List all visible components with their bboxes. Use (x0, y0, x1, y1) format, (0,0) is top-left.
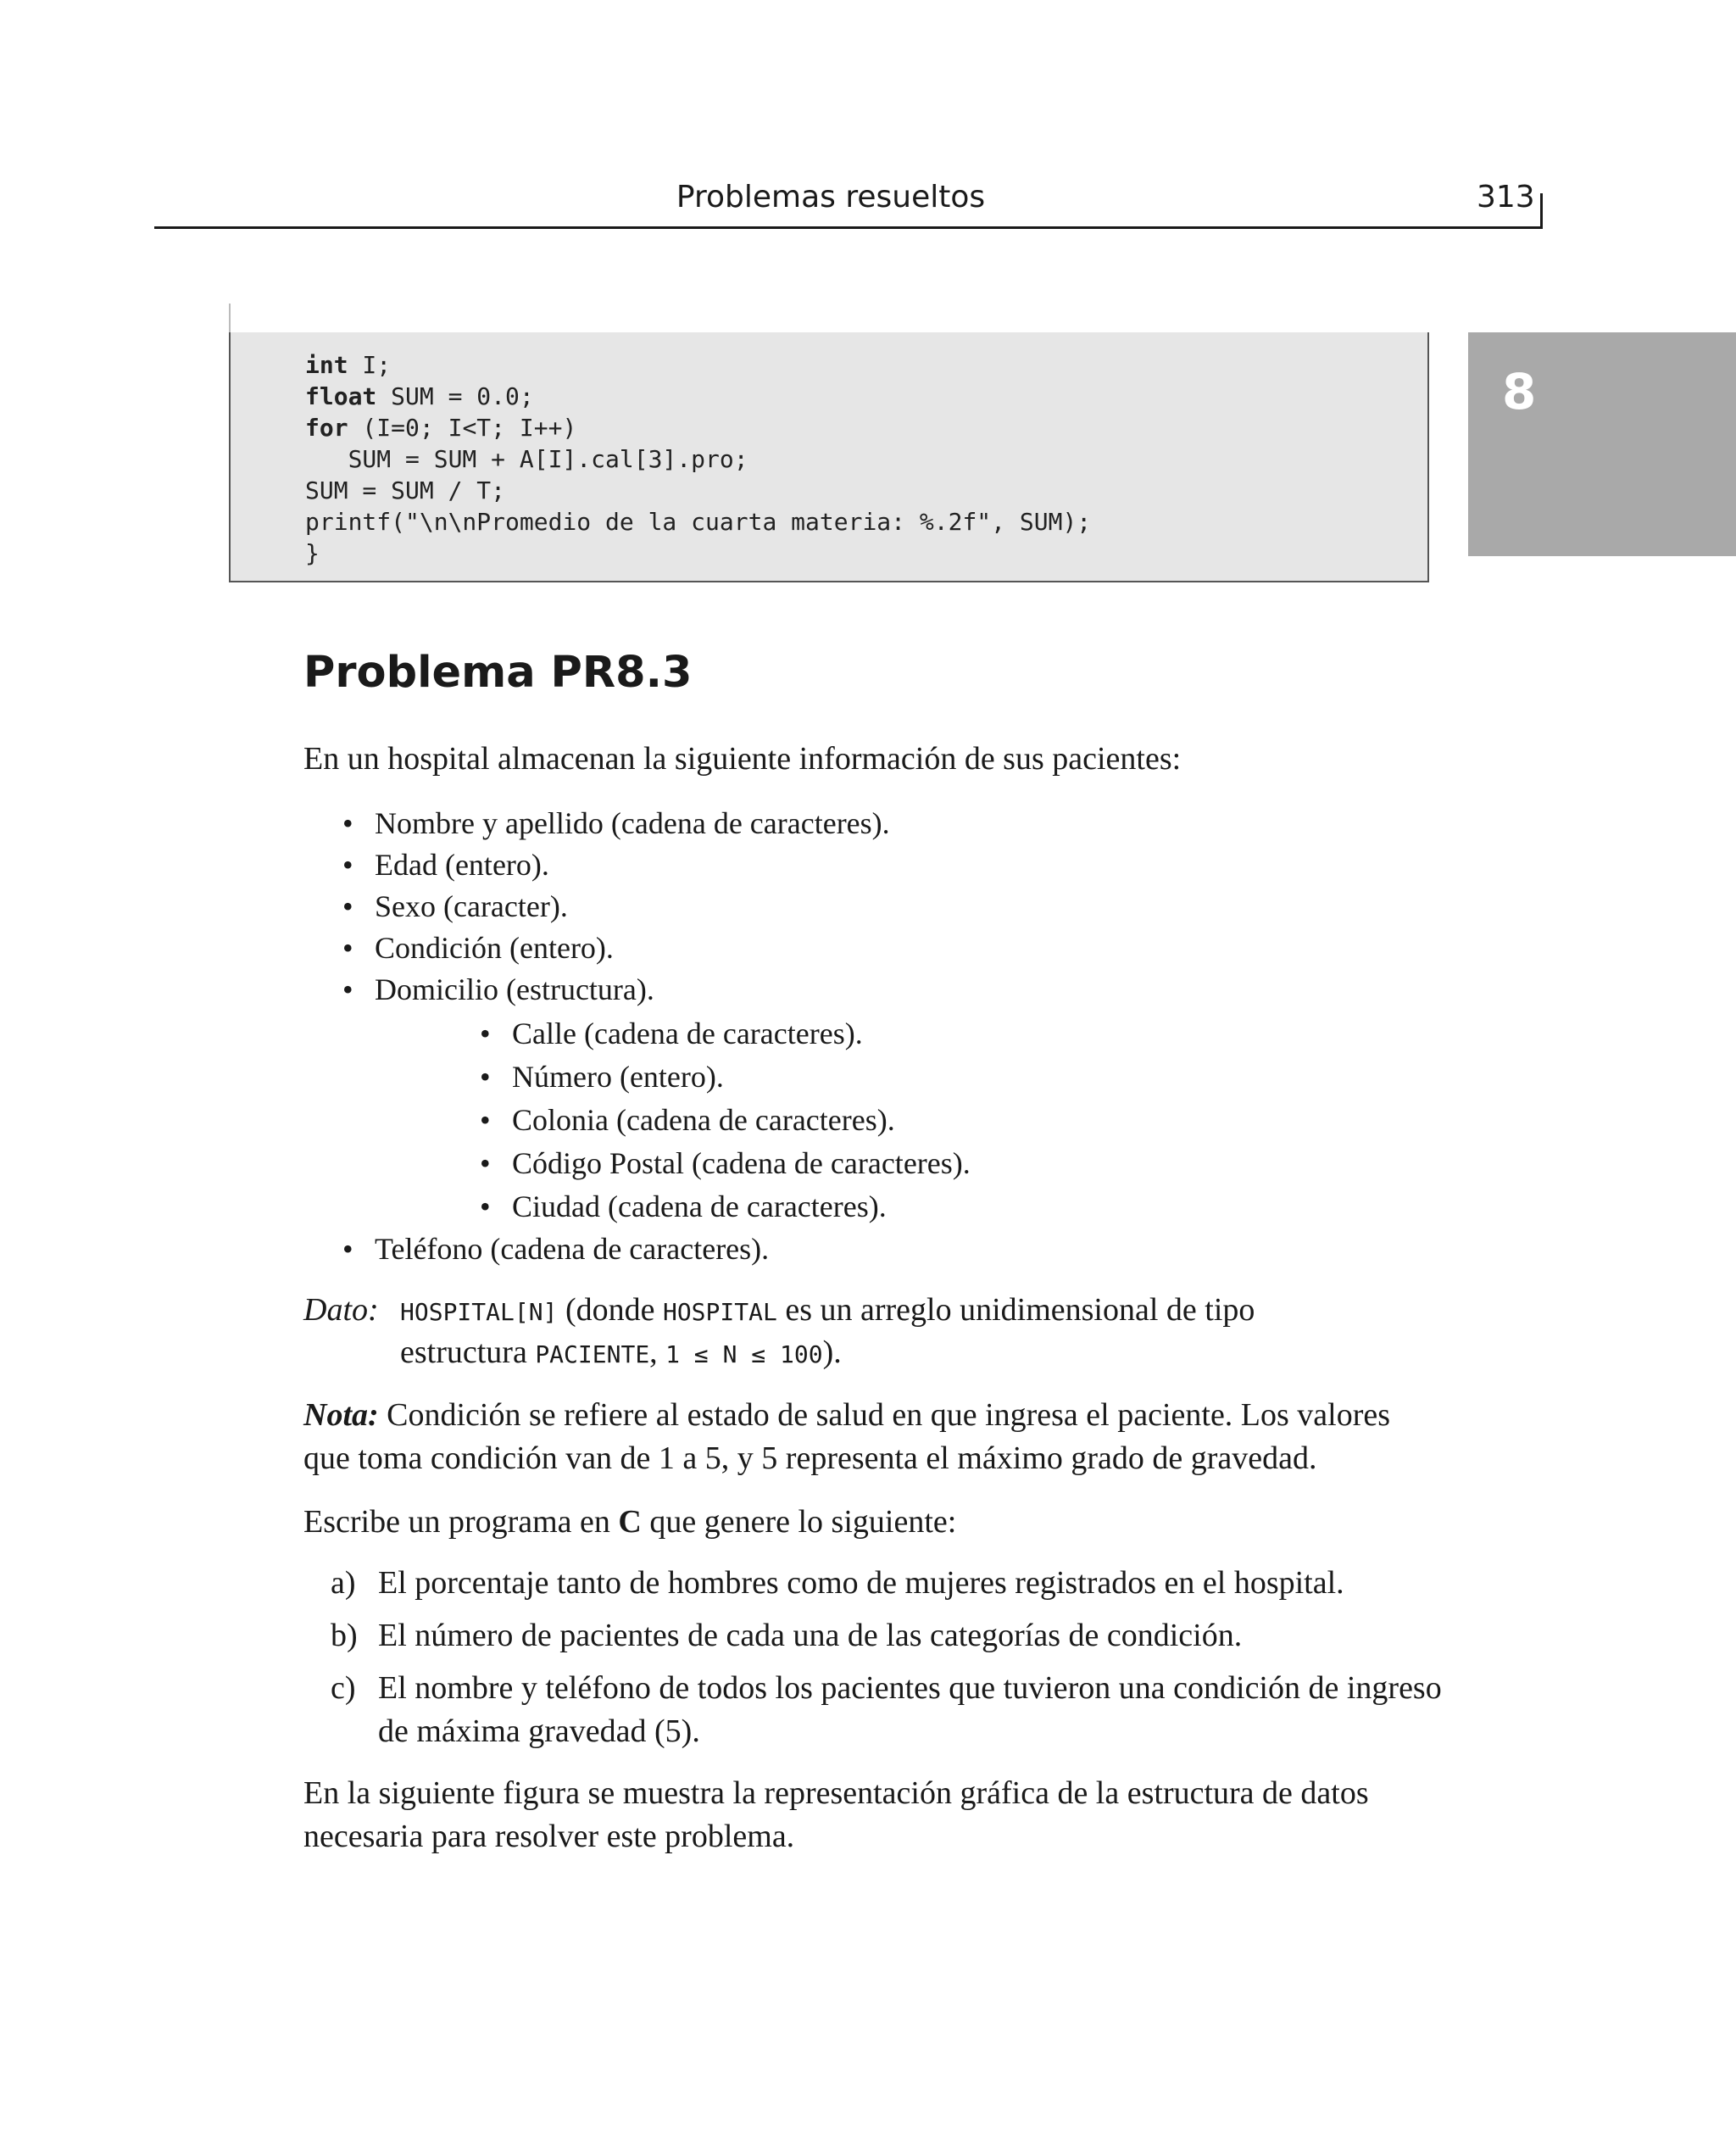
page-number: 313 (1477, 180, 1535, 214)
task-item-text: El porcentaje tanto de hombres como de mujeres registrados en el hospital. (378, 1565, 1344, 1601)
list-item (342, 885, 568, 928)
sub-list-item (480, 1056, 724, 1098)
list-item-text: Colonia (cadena de caracteres). (512, 1103, 895, 1137)
list-item-text: Condición (entero). (375, 931, 614, 965)
code-text: } (305, 539, 320, 567)
code-line (305, 506, 1091, 538)
list-item-text: Edad (entero). (375, 848, 549, 882)
list-item (342, 968, 654, 1011)
task-item-letter: c) (331, 1670, 356, 1706)
dato-paragraph (303, 1289, 1439, 1334)
section-title: Problemas resueltos (676, 180, 986, 214)
code-line (305, 538, 1091, 569)
task-text: que genere lo siguiente: (641, 1504, 957, 1540)
code-text: printf("\n\nPromedio de la cuarta materia: %.2f", SUM); (305, 508, 1092, 536)
code-line (305, 412, 1091, 443)
dato-continuation (400, 1331, 842, 1376)
code-keyword: int (305, 351, 348, 379)
bullet-marker: • (342, 931, 353, 965)
nota-label: Nota: (303, 1397, 379, 1433)
list-item-text: Sexo (caracter). (375, 889, 568, 923)
code-text: SUM = 0.0; (376, 382, 534, 410)
list-item-text: Calle (cadena de caracteres). (512, 1017, 863, 1050)
code-block (229, 332, 1429, 582)
nota-paragraph (303, 1394, 1439, 1480)
list-item-text: Ciudad (cadena de caracteres). (512, 1189, 887, 1223)
dato-text: ). (822, 1334, 842, 1370)
code-text: SUM = SUM + A[I].cal[3].pro; (305, 445, 748, 473)
list-item (342, 802, 890, 844)
task-text: Escribe un programa en (303, 1504, 619, 1540)
list-item (342, 1228, 769, 1270)
bullet-marker: • (342, 889, 353, 923)
list-item (342, 927, 614, 969)
sub-list-item (480, 1099, 895, 1141)
task-paragraph (303, 1501, 1439, 1544)
header-rule (154, 226, 1543, 229)
bullet-marker: • (480, 1103, 491, 1137)
dato-code: 1 ≤ N ≤ 100 (665, 1340, 823, 1368)
bullet-marker: • (342, 1232, 353, 1266)
list-item-text: Código Postal (cadena de caracteres). (512, 1146, 971, 1180)
sub-list-item (480, 1012, 863, 1055)
sub-list-item (480, 1142, 971, 1184)
dato-code: PACIENTE (535, 1340, 650, 1368)
bullet-marker: • (342, 972, 353, 1006)
list-item-text: Domicilio (estructura). (375, 972, 654, 1006)
code-line (305, 381, 1091, 412)
bullet-marker: • (342, 806, 353, 840)
list-item-text: Nombre y apellido (cadena de caracteres). (375, 806, 890, 840)
bullet-marker: • (480, 1060, 491, 1094)
code-line (305, 349, 1091, 381)
bullet-marker: • (480, 1146, 491, 1180)
code-line (305, 443, 1091, 475)
code-text: I; (348, 351, 392, 379)
problem-title: Problema PR8.3 (303, 648, 693, 698)
code-text: (I=0; I<T; I++) (348, 414, 577, 442)
task-item-letter: a) (331, 1565, 356, 1601)
code-line (305, 475, 1091, 506)
code-box-edge (229, 304, 231, 334)
list-item-text: Número (entero). (512, 1060, 724, 1094)
task-language: C (618, 1504, 642, 1540)
dato-code: HOSPITAL (662, 1298, 777, 1326)
code-keyword: float (305, 382, 377, 410)
list-item-text: Teléfono (cadena de caracteres). (375, 1232, 770, 1266)
closing-paragraph: En la siguiente figura se muestra la representación gráfica de la estructura de datos necesaria para resolver este problema. (303, 1775, 1369, 1854)
sub-list-item (480, 1185, 887, 1228)
code-lines (305, 349, 1091, 569)
dato-label: Dato: (303, 1292, 379, 1328)
dato-code: HOSPITAL[N] (400, 1298, 558, 1326)
dato-text: estructura (400, 1334, 536, 1370)
bullet-marker: • (480, 1189, 491, 1223)
task-item-text: El nombre y teléfono de todos los pacientes que tuvieron una condición de ingreso de máxima gravedad (5). (378, 1670, 1442, 1749)
task-item-text: El número de pacientes de cada una de las categorías de condición. (378, 1618, 1243, 1653)
code-text: SUM = SUM / T; (305, 476, 506, 504)
list-item (342, 844, 549, 886)
chapter-tab (1468, 332, 1736, 556)
bullet-marker: • (480, 1017, 491, 1050)
intro-paragraph: En un hospital almacenan la siguiente información de sus pacientes: (303, 741, 1182, 777)
bullet-marker: • (342, 848, 353, 882)
chapter-number: 8 (1502, 363, 1537, 421)
dato-text: (donde (557, 1292, 663, 1328)
dato-text: , (649, 1334, 666, 1370)
header-tick (1540, 193, 1543, 229)
dato-text: es un arreglo unidimensional de tipo (776, 1292, 1255, 1328)
code-keyword: for (305, 414, 348, 442)
task-item-letter: b) (331, 1618, 358, 1653)
nota-text: Condición se refiere al estado de salud en que ingresa el paciente. Los valores que toma condición van de 1 a 5, y 5 representa el máximo grado de gravedad. (303, 1397, 1391, 1476)
